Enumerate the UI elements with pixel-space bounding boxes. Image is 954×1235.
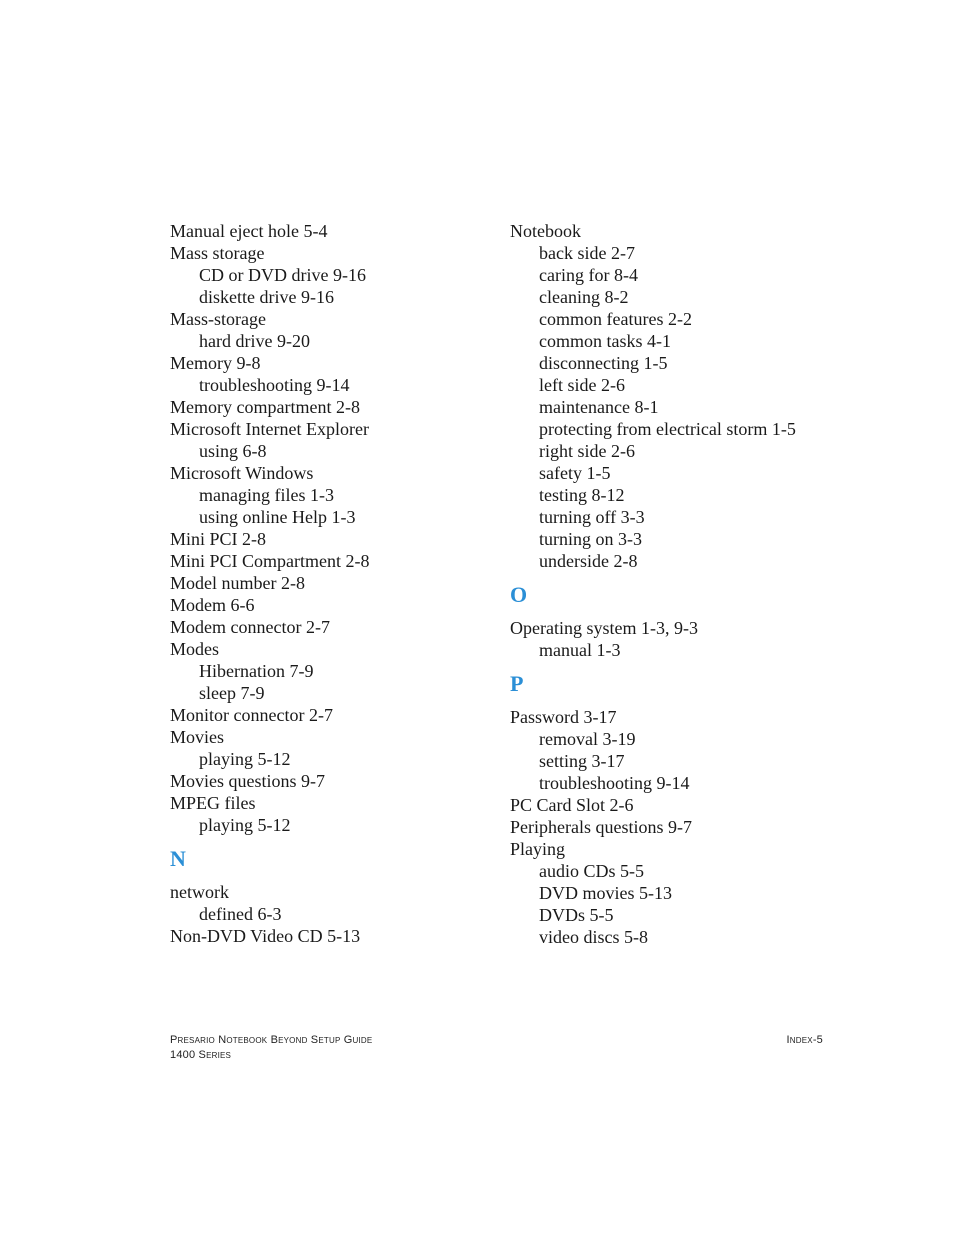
index-entry: Model number 2-8 (170, 573, 305, 593)
index-entry: Modes (170, 639, 219, 659)
index-entry: Non-DVD Video CD 5-13 (170, 926, 361, 946)
index-subentry: managing files 1-3 (199, 485, 334, 505)
index-entry: Monitor connector 2-7 (170, 705, 333, 725)
section-letter-o: O (510, 582, 528, 607)
index-subentry: back side 2-7 (539, 243, 635, 263)
footer-page-label: Index-5 (786, 1034, 823, 1046)
index-subentry: removal 3-19 (539, 729, 636, 749)
index-subentry: sleep 7-9 (199, 683, 265, 703)
index-subentry: playing 5-12 (199, 749, 291, 769)
index-entry: Memory compartment 2-8 (170, 397, 360, 417)
index-subentry: turning on 3-3 (539, 529, 642, 549)
index-entry: Microsoft Windows (170, 463, 314, 483)
index-entry: Playing (510, 839, 566, 859)
index-subentry: caring for 8-4 (539, 265, 638, 285)
index-column-left (170, 220, 490, 947)
section-letter-n: N (170, 846, 186, 871)
index-entry: Memory 9-8 (170, 353, 261, 373)
index-subentry: left side 2-6 (539, 375, 625, 395)
index-subentry: DVD movies 5-13 (539, 883, 672, 903)
index-subentry: DVDs 5-5 (539, 905, 614, 925)
index-entry: Manual eject hole 5-4 (170, 221, 328, 241)
index-entry: Modem connector 2-7 (170, 617, 330, 637)
index-subentry: troubleshooting 9-14 (539, 773, 690, 793)
index-subentry: using 6-8 (199, 441, 267, 461)
index-subentry: setting 3-17 (539, 751, 625, 771)
index-subentry: disconnecting 1-5 (539, 353, 668, 373)
index-subentry: common features 2-2 (539, 309, 692, 329)
index-entry: network (170, 882, 229, 902)
footer-left (170, 1033, 372, 1063)
index-subentry: common tasks 4-1 (539, 331, 671, 351)
index-entry: Mini PCI 2-8 (170, 529, 267, 549)
index-subentry: video discs 5-8 (539, 927, 648, 947)
index-entry: Operating system 1-3, 9-3 (510, 618, 698, 638)
index-subentry: hard drive 9-20 (199, 331, 310, 351)
index-entry: Mini PCI Compartment 2-8 (170, 551, 370, 571)
index-subentry: cleaning 8-2 (539, 287, 629, 307)
footer-guide-title: Presario Notebook Beyond Setup Guide (170, 1034, 373, 1046)
index-column-right (510, 220, 850, 948)
index-subentry: right side 2-6 (539, 441, 635, 461)
index-subentry: turning off 3-3 (539, 507, 645, 527)
index-subentry: testing 8-12 (539, 485, 625, 505)
index-subentry: audio CDs 5-5 (539, 861, 644, 881)
index-entry: Password 3-17 (510, 707, 617, 727)
index-subentry: CD or DVD drive 9-16 (199, 265, 366, 285)
index-subentry: manual 1-3 (539, 640, 621, 660)
index-entry: Notebook (510, 221, 581, 241)
index-entry: PC Card Slot 2-6 (510, 795, 634, 815)
index-entry: Mass-storage (170, 309, 266, 329)
index-subentry: safety 1-5 (539, 463, 611, 483)
index-subentry: using online Help 1-3 (199, 507, 356, 527)
index-subentry: diskette drive 9-16 (199, 287, 334, 307)
index-subentry: protecting from electrical storm 1-5 (539, 419, 796, 439)
index-entry: MPEG files (170, 793, 256, 813)
index-entry: Movies (170, 727, 224, 747)
index-subentry: Hibernation 7-9 (199, 661, 314, 681)
index-subentry: underside 2-8 (539, 551, 638, 571)
index-subentry: troubleshooting 9-14 (199, 375, 350, 395)
index-subentry: maintenance 8-1 (539, 397, 659, 417)
section-letter-p: P (510, 671, 524, 696)
index-entry: Movies questions 9-7 (170, 771, 325, 791)
index-subentry: playing 5-12 (199, 815, 291, 835)
index-subentry: defined 6-3 (199, 904, 282, 924)
index-entry: Peripherals questions 9-7 (510, 817, 692, 837)
index-entry: Modem 6-6 (170, 595, 255, 615)
index-entry: Microsoft Internet Explorer (170, 419, 369, 439)
index-entry: Mass storage (170, 243, 265, 263)
footer-series: 1400 Series (170, 1049, 232, 1061)
